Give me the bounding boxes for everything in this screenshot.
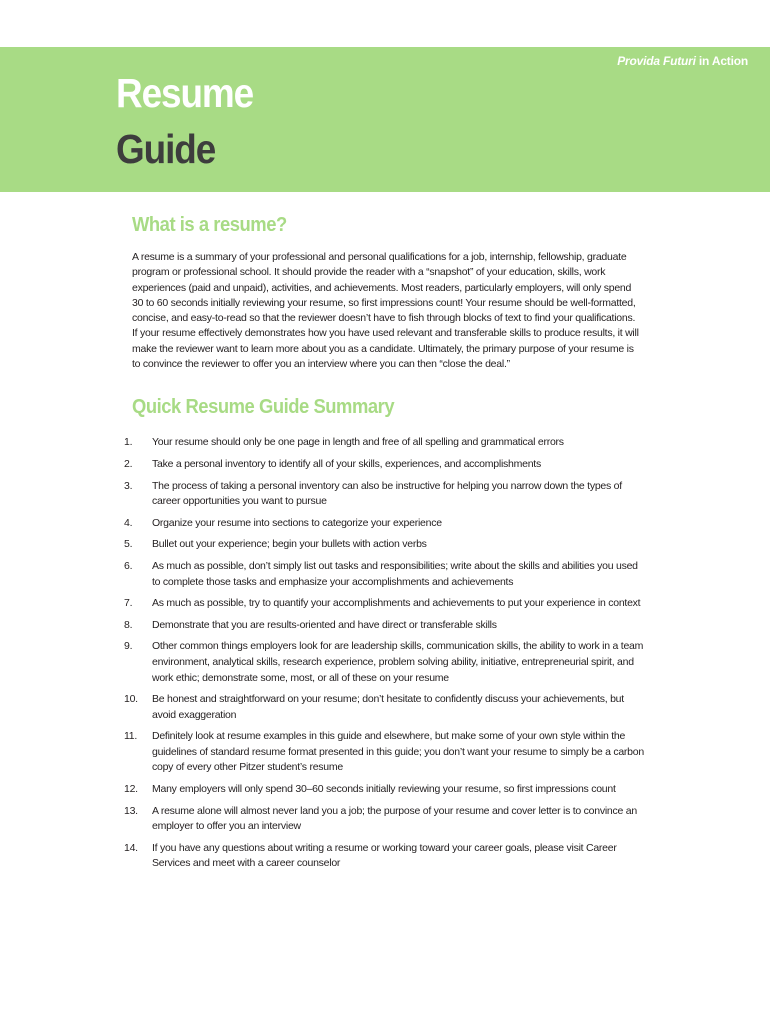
summary-list [124, 435, 644, 872]
list-item-number: 12. [124, 783, 138, 796]
list-item [124, 618, 644, 634]
list-item [124, 596, 644, 612]
list-item-text: Be honest and straightforward on your resume; don’t hesitate to confidently discuss your achievements, but avoid exaggeration [152, 693, 624, 721]
list-item-text: Definitely look at resume examples in this guide and elsewhere, but make some of your own style within the guidelines of standard resume format presented in this guide; you don’t want your resume to simply be a carbon copy of every other Pitzer student’s resume [152, 730, 644, 774]
list-item-text: Your resume should only be one page in length and free of all spelling and grammatical errors [152, 436, 564, 449]
list-item-text: If you have any questions about writing a resume or working toward your career goals, please visit Career Services and meet with a career counselor [152, 841, 617, 870]
list-item-text: Bullet out your experience; begin your bullets with action verbs [152, 538, 427, 551]
list-item-text: The process of taking a personal inventory can also be instructive for helping you narrow down the types of career opportunities you want to pursue [152, 479, 622, 508]
list-item [124, 804, 644, 835]
page-title-line1: Resume [116, 70, 254, 116]
list-item-number: 3. [124, 479, 133, 492]
list-item-number: 13. [124, 804, 138, 817]
header-banner [0, 47, 770, 192]
list-item-text: Many employers will only spend 30–60 seconds initially reviewing your resume, so first impressions count [152, 783, 616, 796]
list-item [124, 782, 644, 798]
list-item-number: 9. [124, 640, 133, 653]
tagline-rest: in Action [698, 54, 748, 68]
list-item-number: 5. [124, 538, 133, 551]
list-item [124, 559, 644, 590]
list-item [124, 435, 644, 451]
list-item-text: A resume alone will almost never land you a job; the purpose of your resume and cover letter is to convince an employer to offer you an interview [152, 804, 637, 833]
list-item-number: 10. [124, 693, 138, 706]
list-item-number: 11. [124, 730, 138, 743]
list-item-text: Other common things employers look for are leadership skills, communication skills, the ability to work in a team environment, analytical skills, research experience, problem solving ability, initiative, entrepreneurial spirit, and work ethic; demonstrate some, most, or all of these on your resume [152, 640, 644, 684]
intro-paragraph: A resume is a summary of your professional and personal qualifications for a job, internship, fellowship, graduate program or professional school. It should provide the reader with a “snapshot” of your education, skills, work experiences (paid and unpaid), activities, and achievements. Most readers, particularly employers, will only spend 30 to 60 seconds initially reviewing your resume, so first impressions count! Your resume should be well-formatted, concise, and easy-to-read so that the reviewer doesn’t have to fish through blocks of text to find your qualifications. If your resume effectively demonstrates how you have used relevant and transferable skills to produce results, it will make the reviewer want to learn more about you as a candidate. Ultimately, the primary purpose of your resume is to convince the reviewer to offer you an interview where you can then “close the deal.” [132, 251, 639, 371]
list-item-number: 2. [124, 457, 133, 470]
list-item-number: 8. [124, 618, 133, 631]
list-item-text: Take a personal inventory to identify all of your skills, experiences, and accomplishments [152, 457, 541, 470]
intro-heading: What is a resume? [132, 214, 287, 236]
list-item-number: 14. [124, 841, 138, 854]
list-item [124, 516, 644, 532]
list-item [124, 692, 644, 723]
list-item [124, 537, 644, 553]
list-item [124, 479, 644, 510]
list-item [124, 639, 644, 686]
list-item-number: 6. [124, 559, 133, 572]
list-item-text: As much as possible, try to quantify your accomplishments and achievements to put your experience in context [152, 597, 641, 610]
document-body [124, 210, 652, 878]
list-item [124, 841, 644, 872]
list-item-text: As much as possible, don’t simply list out tasks and responsibilities; write about the skills and abilities you used to complete those tasks and emphasize your accomplishments and achievements [152, 559, 638, 588]
list-item-number: 1. [124, 436, 133, 449]
list-item-number: 7. [124, 597, 133, 610]
list-item [124, 729, 644, 776]
list-item-text: Demonstrate that you are results-oriented and have direct or transferable skills [152, 618, 497, 631]
tagline [617, 54, 748, 68]
page-title-line2: Guide [116, 126, 216, 172]
list-item [124, 457, 644, 473]
list-item-number: 4. [124, 516, 133, 529]
summary-heading: Quick Resume Guide Summary [132, 396, 395, 419]
tagline-motto: Provida Futuri [617, 54, 696, 68]
list-item-text: Organize your resume into sections to categorize your experience [152, 516, 442, 529]
